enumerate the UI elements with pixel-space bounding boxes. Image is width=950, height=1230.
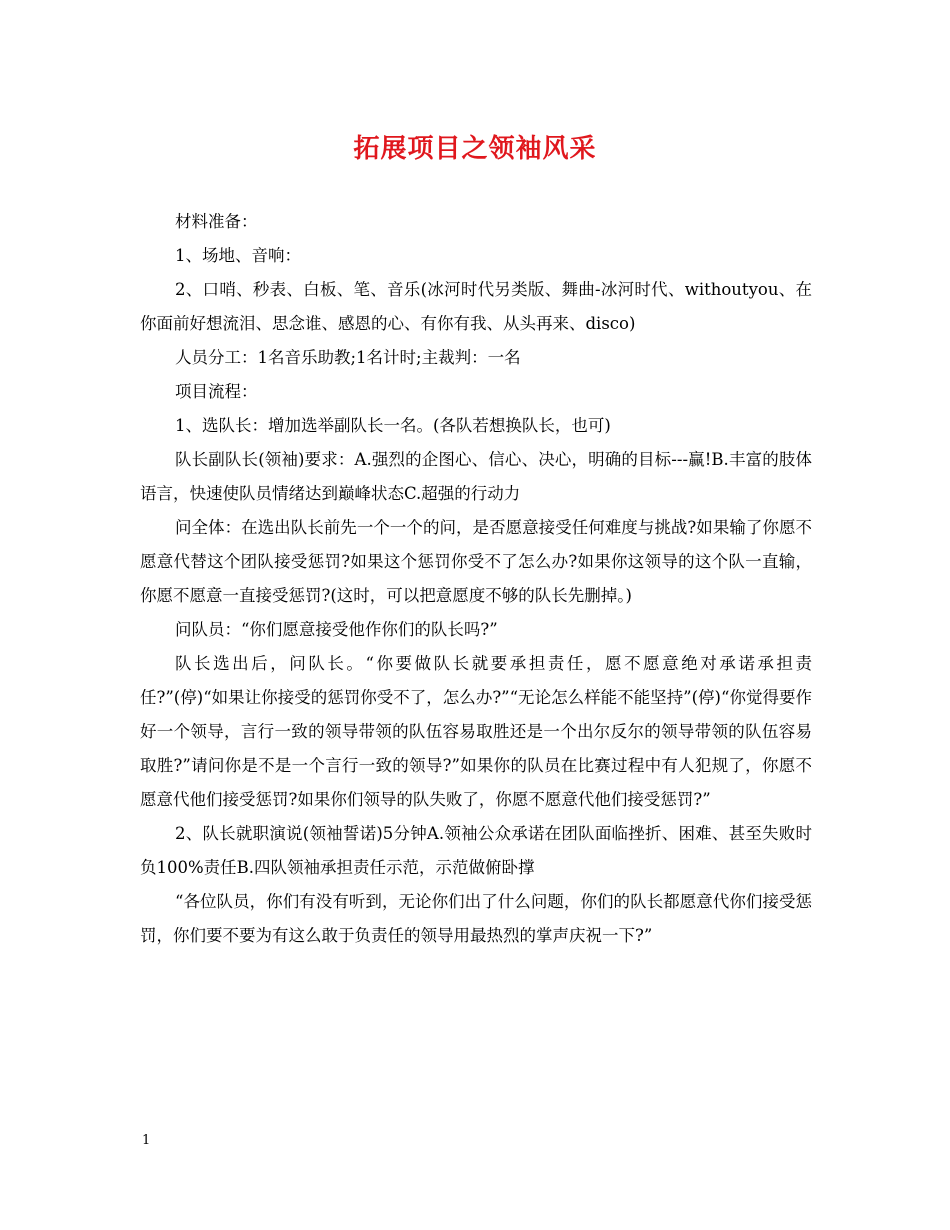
paragraph-select-captain: 1、选队长：增加选举副队长一名。(各队若想换队长，也可) — [175, 416, 611, 435]
paragraph-team-appeal: “各位队员，你们有没有听到，无论你们出了什么问题，你们的队长都愿意代你们接受惩罚，你们要不要为有这么敢于负责任的领导用最热烈的掌声庆祝一下?” — [140, 892, 812, 945]
paragraph-inaugural-speech: 2、队长就职演说(领袖誓诺)5分钟A.领袖公众承诺在团队面临挫折、困难、甚至失败时负100%责任B.四队领袖承担责任示范，示范做俯卧撑 — [140, 824, 812, 877]
document-title: 拓展项目之领袖风采 — [353, 134, 597, 164]
paragraph-ask-members: 问队员：“你们愿意接受他作你们的队长吗?” — [175, 620, 498, 639]
paragraph-captain-requirements: 队长副队长(领袖)要求：A.强烈的企图心、信心、决心，明确的目标---赢!B.丰富的肢体语言，快速使队员情绪达到巅峰状态C.超强的行动力 — [140, 450, 812, 503]
paragraph-venue-sound: 1、场地、音响： — [175, 246, 301, 265]
document-body — [140, 205, 812, 953]
paragraph-process-heading: 项目流程： — [175, 382, 258, 401]
paragraph-ask-everyone: 问全体：在选出队长前先一个一个的问，是否愿意接受任何难度与挑战?如果输了你愿不愿意代替这个团队接受惩罚?如果这个惩罚你受不了怎么办?如果你这领导的这个队一直输，你愿不愿意一直接受惩罚?(这时，可以把意愿度不够的队长先删掉。) — [140, 518, 812, 605]
paragraph-equipment-music: 2、口哨、秒表、白板、笔、音乐(冰河时代另类版、舞曲-冰河时代、withoutyou、在你面前好想流泪、思念谁、感恩的心、有你有我、从头再来、disco) — [140, 280, 812, 333]
paragraph-materials-heading: 材料准备： — [175, 212, 258, 231]
page-number: 1 — [142, 1133, 151, 1148]
paragraph-staff-assignment: 人员分工：1名音乐助教;1名计时;主裁判：一名 — [175, 348, 521, 367]
paragraph-ask-captain: 队长选出后，问队长。“你要做队长就要承担责任，愿不愿意绝对承诺承担责任?”(停)“如果让你接受的惩罚你受不了，怎么办?”“无论怎么样能不能坚持”(停)“你觉得要作好一个领导，言行一致的领导带领的队伍容易取胜还是一个出尔反尔的领导带领的队伍容易取胜?”请问你是不是一个言行一致的领导?”如果你的队员在比赛过程中有人犯规了，你愿不愿意代他们接受惩罚?如果你们领导的队失败了，你愿不愿意代他们接受惩罚?” — [140, 654, 812, 809]
